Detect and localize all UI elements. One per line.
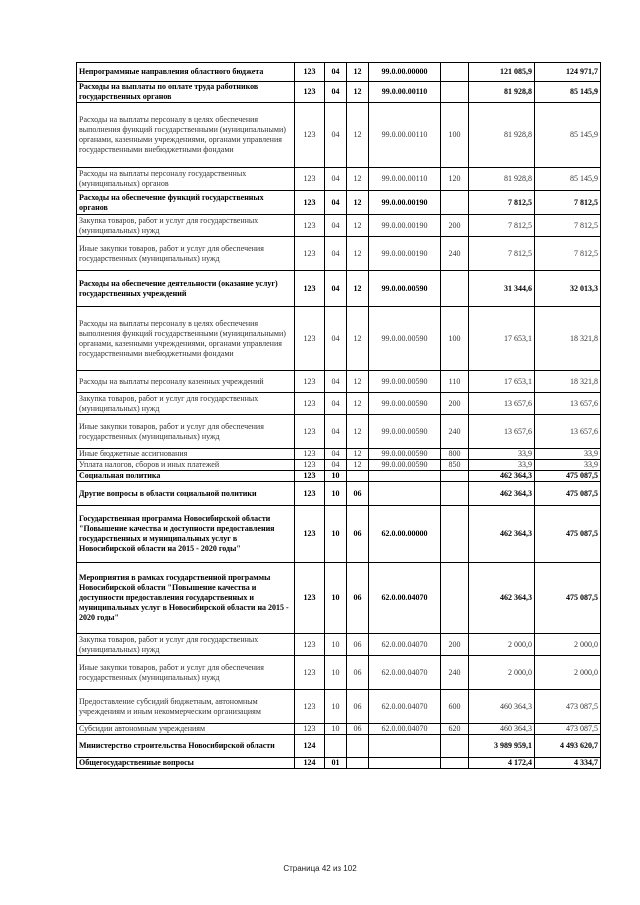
cell-razdel: 04	[325, 415, 347, 449]
cell-target-article: 99.0.00.00110	[369, 103, 441, 168]
cell-razdel: 10	[325, 634, 347, 656]
cell-target-article	[369, 735, 441, 758]
cell-target-article: 62.0.00.04070	[369, 724, 441, 735]
row-name: Расходы на выплаты персоналу казенных учреждений	[77, 371, 295, 393]
cell-glava: 123	[295, 191, 325, 215]
cell-razdel: 10	[325, 690, 347, 724]
cell-sum-year1: 7 812,5	[469, 237, 535, 271]
cell-sum-year1: 81 928,8	[469, 168, 535, 191]
cell-glava: 123	[295, 307, 325, 371]
table-row	[77, 168, 601, 191]
cell-razdel: 10	[325, 563, 347, 634]
table-row	[77, 656, 601, 690]
cell-podrazdel: 12	[347, 103, 369, 168]
cell-podrazdel: 06	[347, 724, 369, 735]
cell-podrazdel: 12	[347, 168, 369, 191]
table-row	[77, 460, 601, 471]
cell-expense-type	[441, 735, 469, 758]
cell-expense-type: 600	[441, 690, 469, 724]
cell-sum-year1: 13 657,6	[469, 393, 535, 415]
table-row	[77, 393, 601, 415]
cell-podrazdel: 12	[347, 415, 369, 449]
cell-glava: 123	[295, 215, 325, 237]
cell-razdel: 04	[325, 271, 347, 307]
cell-sum-year2: 18 321,8	[535, 307, 601, 371]
row-name: Иные закупки товаров, работ и услуг для обеспечения государственных (муниципальных) нужд	[77, 656, 295, 690]
row-name: Общегосударственные вопросы	[77, 758, 295, 769]
row-name: Уплата налогов, сборов и иных платежей	[77, 460, 295, 471]
cell-sum-year1: 2 000,0	[469, 634, 535, 656]
cell-sum-year2: 13 657,6	[535, 415, 601, 449]
cell-glava: 123	[295, 690, 325, 724]
cell-target-article: 62.0.00.04070	[369, 690, 441, 724]
cell-target-article: 62.0.00.00000	[369, 506, 441, 563]
cell-podrazdel: 12	[347, 191, 369, 215]
table-row	[77, 563, 601, 634]
cell-expense-type	[441, 758, 469, 769]
cell-podrazdel: 12	[347, 237, 369, 271]
row-name: Расходы на обеспечение деятельности (оказание услуг) государственных учреждений	[77, 271, 295, 307]
cell-expense-type: 800	[441, 449, 469, 460]
cell-glava: 123	[295, 471, 325, 482]
cell-razdel: 10	[325, 656, 347, 690]
cell-expense-type: 240	[441, 656, 469, 690]
row-name: Другие вопросы в области социальной политики	[77, 482, 295, 506]
cell-podrazdel: 06	[347, 634, 369, 656]
cell-sum-year1: 3 989 959,1	[469, 735, 535, 758]
cell-target-article: 62.0.00.04070	[369, 563, 441, 634]
table-row	[77, 724, 601, 735]
row-name: Иные бюджетные ассигнования	[77, 449, 295, 460]
cell-podrazdel: 12	[347, 271, 369, 307]
cell-expense-type	[441, 563, 469, 634]
cell-sum-year1: 121 085,9	[469, 63, 535, 82]
cell-podrazdel: 06	[347, 690, 369, 724]
page-number: Страница 42 из 102	[283, 864, 357, 873]
cell-expense-type: 850	[441, 460, 469, 471]
cell-sum-year1: 2 000,0	[469, 656, 535, 690]
cell-podrazdel: 06	[347, 506, 369, 563]
cell-glava: 123	[295, 82, 325, 103]
cell-glava: 123	[295, 271, 325, 307]
cell-sum-year2: 473 087,5	[535, 690, 601, 724]
row-name: Иные закупки товаров, работ и услуг для обеспечения государственных (муниципальных) нужд	[77, 237, 295, 271]
cell-glava: 123	[295, 63, 325, 82]
cell-sum-year2: 18 321,8	[535, 371, 601, 393]
cell-sum-year2: 7 812,5	[535, 215, 601, 237]
cell-glava: 123	[295, 634, 325, 656]
table-row	[77, 482, 601, 506]
cell-glava: 123	[295, 393, 325, 415]
cell-glava: 123	[295, 415, 325, 449]
table-row	[77, 735, 601, 758]
cell-target-article: 99.0.00.00590	[369, 393, 441, 415]
cell-razdel: 10	[325, 506, 347, 563]
cell-expense-type: 620	[441, 724, 469, 735]
cell-sum-year2: 475 087,5	[535, 482, 601, 506]
cell-sum-year1: 462 364,3	[469, 471, 535, 482]
cell-expense-type: 240	[441, 415, 469, 449]
table-row	[77, 471, 601, 482]
row-name: Закупка товаров, работ и услуг для государственных (муниципальных) нужд	[77, 215, 295, 237]
cell-sum-year2: 85 145,9	[535, 103, 601, 168]
cell-expense-type	[441, 191, 469, 215]
row-name: Государственная программа Новосибирской области "Повышение качества и доступности предоставления государственных и муниципальных услуг в Новосибирской области на 2015 - 2020 годы"	[77, 506, 295, 563]
table-row	[77, 191, 601, 215]
row-name: Расходы на выплаты персоналу в целях обеспечения выполнения функций государственными (муниципальными) органами, казенными учреждениями, органами управления государственными внебюджетными фондами	[77, 307, 295, 371]
cell-glava: 123	[295, 237, 325, 271]
cell-target-article: 99.0.00.00110	[369, 82, 441, 103]
cell-razdel: 04	[325, 63, 347, 82]
cell-target-article: 99.0.00.00190	[369, 191, 441, 215]
table-row	[77, 307, 601, 371]
cell-expense-type	[441, 63, 469, 82]
cell-sum-year2: 475 087,5	[535, 471, 601, 482]
cell-sum-year2: 13 657,6	[535, 393, 601, 415]
cell-target-article	[369, 482, 441, 506]
cell-podrazdel: 12	[347, 371, 369, 393]
cell-sum-year1: 462 364,3	[469, 506, 535, 563]
cell-expense-type	[441, 482, 469, 506]
cell-podrazdel: 12	[347, 460, 369, 471]
table-row	[77, 758, 601, 769]
cell-target-article: 99.0.00.00590	[369, 449, 441, 460]
cell-sum-year1: 17 653,1	[469, 307, 535, 371]
cell-expense-type	[441, 271, 469, 307]
cell-sum-year1: 81 928,8	[469, 103, 535, 168]
cell-podrazdel: 06	[347, 656, 369, 690]
cell-target-article: 99.0.00.00190	[369, 237, 441, 271]
cell-sum-year1: 31 344,6	[469, 271, 535, 307]
cell-glava: 123	[295, 449, 325, 460]
row-name: Расходы на выплаты по оплате труда работников государственных органов	[77, 82, 295, 103]
cell-sum-year2: 32 013,3	[535, 271, 601, 307]
cell-glava: 123	[295, 371, 325, 393]
cell-razdel: 04	[325, 460, 347, 471]
cell-sum-year1: 81 928,8	[469, 82, 535, 103]
cell-target-article: 62.0.00.04070	[369, 656, 441, 690]
cell-razdel: 04	[325, 103, 347, 168]
row-name: Министерство строительства Новосибирской области	[77, 735, 295, 758]
cell-sum-year2: 33,9	[535, 449, 601, 460]
cell-sum-year2: 4 334,7	[535, 758, 601, 769]
cell-target-article	[369, 758, 441, 769]
row-name: Расходы на выплаты персоналу государственных (муниципальных) органов	[77, 168, 295, 191]
row-name: Закупка товаров, работ и услуг для государственных (муниципальных) нужд	[77, 634, 295, 656]
cell-razdel: 04	[325, 449, 347, 460]
cell-glava: 123	[295, 724, 325, 735]
cell-razdel: 04	[325, 168, 347, 191]
cell-glava: 123	[295, 168, 325, 191]
cell-podrazdel	[347, 758, 369, 769]
cell-podrazdel	[347, 735, 369, 758]
cell-expense-type: 110	[441, 371, 469, 393]
cell-razdel	[325, 735, 347, 758]
budget-table	[76, 62, 601, 769]
cell-sum-year1: 462 364,3	[469, 482, 535, 506]
table-row	[77, 690, 601, 724]
cell-razdel: 04	[325, 191, 347, 215]
cell-expense-type	[441, 471, 469, 482]
cell-sum-year2: 7 812,5	[535, 191, 601, 215]
table-row	[77, 215, 601, 237]
cell-expense-type: 100	[441, 307, 469, 371]
cell-sum-year1: 33,9	[469, 460, 535, 471]
cell-glava: 123	[295, 482, 325, 506]
cell-podrazdel: 12	[347, 307, 369, 371]
cell-sum-year1: 13 657,6	[469, 415, 535, 449]
table-row	[77, 237, 601, 271]
cell-glava: 123	[295, 563, 325, 634]
cell-glava: 124	[295, 758, 325, 769]
cell-target-article: 99.0.00.00590	[369, 271, 441, 307]
cell-sum-year1: 7 812,5	[469, 215, 535, 237]
cell-expense-type: 240	[441, 237, 469, 271]
row-name: Расходы на обеспечение функций государственных органов	[77, 191, 295, 215]
cell-podrazdel: 12	[347, 215, 369, 237]
cell-glava: 123	[295, 656, 325, 690]
cell-sum-year1: 460 364,3	[469, 724, 535, 735]
cell-razdel: 04	[325, 215, 347, 237]
cell-target-article: 99.0.00.00110	[369, 168, 441, 191]
cell-sum-year2: 124 971,7	[535, 63, 601, 82]
table-row	[77, 371, 601, 393]
cell-podrazdel	[347, 471, 369, 482]
cell-sum-year1: 460 364,3	[469, 690, 535, 724]
cell-podrazdel: 12	[347, 82, 369, 103]
row-name: Субсидии автономным учреждениям	[77, 724, 295, 735]
cell-sum-year1: 17 653,1	[469, 371, 535, 393]
cell-razdel: 04	[325, 237, 347, 271]
cell-sum-year2: 85 145,9	[535, 168, 601, 191]
cell-podrazdel: 12	[347, 63, 369, 82]
table-row	[77, 103, 601, 168]
row-name: Иные закупки товаров, работ и услуг для обеспечения государственных (муниципальных) нужд	[77, 415, 295, 449]
cell-expense-type: 200	[441, 634, 469, 656]
cell-razdel: 04	[325, 307, 347, 371]
table-row	[77, 82, 601, 103]
cell-expense-type: 200	[441, 393, 469, 415]
table-row	[77, 449, 601, 460]
cell-sum-year2: 4 493 620,7	[535, 735, 601, 758]
cell-sum-year2: 85 145,9	[535, 82, 601, 103]
cell-podrazdel: 06	[347, 563, 369, 634]
cell-expense-type: 120	[441, 168, 469, 191]
cell-razdel: 04	[325, 82, 347, 103]
cell-razdel: 04	[325, 393, 347, 415]
cell-sum-year2: 33,9	[535, 460, 601, 471]
cell-expense-type: 200	[441, 215, 469, 237]
table-row	[77, 271, 601, 307]
row-name: Мероприятия в рамках государственной программы Новосибирской области "Повышение качества и доступности предоставления государственных и муниципальных услуг в Новосибирской области на 2015 - 2020 годы"	[77, 563, 295, 634]
cell-sum-year2: 475 087,5	[535, 506, 601, 563]
cell-sum-year2: 2 000,0	[535, 656, 601, 690]
cell-target-article: 99.0.00.00590	[369, 460, 441, 471]
cell-razdel: 10	[325, 724, 347, 735]
cell-podrazdel: 12	[347, 449, 369, 460]
table-row	[77, 634, 601, 656]
cell-target-article	[369, 471, 441, 482]
table-row	[77, 415, 601, 449]
cell-glava: 124	[295, 735, 325, 758]
row-name: Предоставление субсидий бюджетным, автономным учреждениям и иным некоммерческим организациям	[77, 690, 295, 724]
cell-target-article: 62.0.00.04070	[369, 634, 441, 656]
row-name: Социальная политика	[77, 471, 295, 482]
cell-razdel: 04	[325, 371, 347, 393]
cell-target-article: 99.0.00.00590	[369, 371, 441, 393]
cell-razdel: 10	[325, 471, 347, 482]
cell-target-article: 99.0.00.00000	[369, 63, 441, 82]
table-row	[77, 506, 601, 563]
cell-target-article: 99.0.00.00590	[369, 415, 441, 449]
cell-target-article: 99.0.00.00590	[369, 307, 441, 371]
cell-sum-year2: 7 812,5	[535, 237, 601, 271]
cell-podrazdel: 12	[347, 393, 369, 415]
cell-expense-type: 100	[441, 103, 469, 168]
row-name: Расходы на выплаты персоналу в целях обеспечения выполнения функций государственными (муниципальными) органами, казенными учреждениями, органами управления государственными внебюджетными фондами	[77, 103, 295, 168]
cell-podrazdel: 06	[347, 482, 369, 506]
cell-sum-year2: 475 087,5	[535, 563, 601, 634]
cell-sum-year1: 462 364,3	[469, 563, 535, 634]
cell-razdel: 10	[325, 482, 347, 506]
row-name: Закупка товаров, работ и услуг для государственных (муниципальных) нужд	[77, 393, 295, 415]
row-name: Непрограммные направления областного бюджета	[77, 63, 295, 82]
table-row	[77, 63, 601, 82]
cell-expense-type	[441, 506, 469, 563]
cell-expense-type	[441, 82, 469, 103]
cell-sum-year2: 473 087,5	[535, 724, 601, 735]
cell-sum-year1: 4 172,4	[469, 758, 535, 769]
cell-glava: 123	[295, 506, 325, 563]
cell-sum-year1: 7 812,5	[469, 191, 535, 215]
cell-glava: 123	[295, 103, 325, 168]
cell-sum-year2: 2 000,0	[535, 634, 601, 656]
cell-glava: 123	[295, 460, 325, 471]
cell-target-article: 99.0.00.00190	[369, 215, 441, 237]
cell-razdel: 01	[325, 758, 347, 769]
cell-sum-year1: 33,9	[469, 449, 535, 460]
